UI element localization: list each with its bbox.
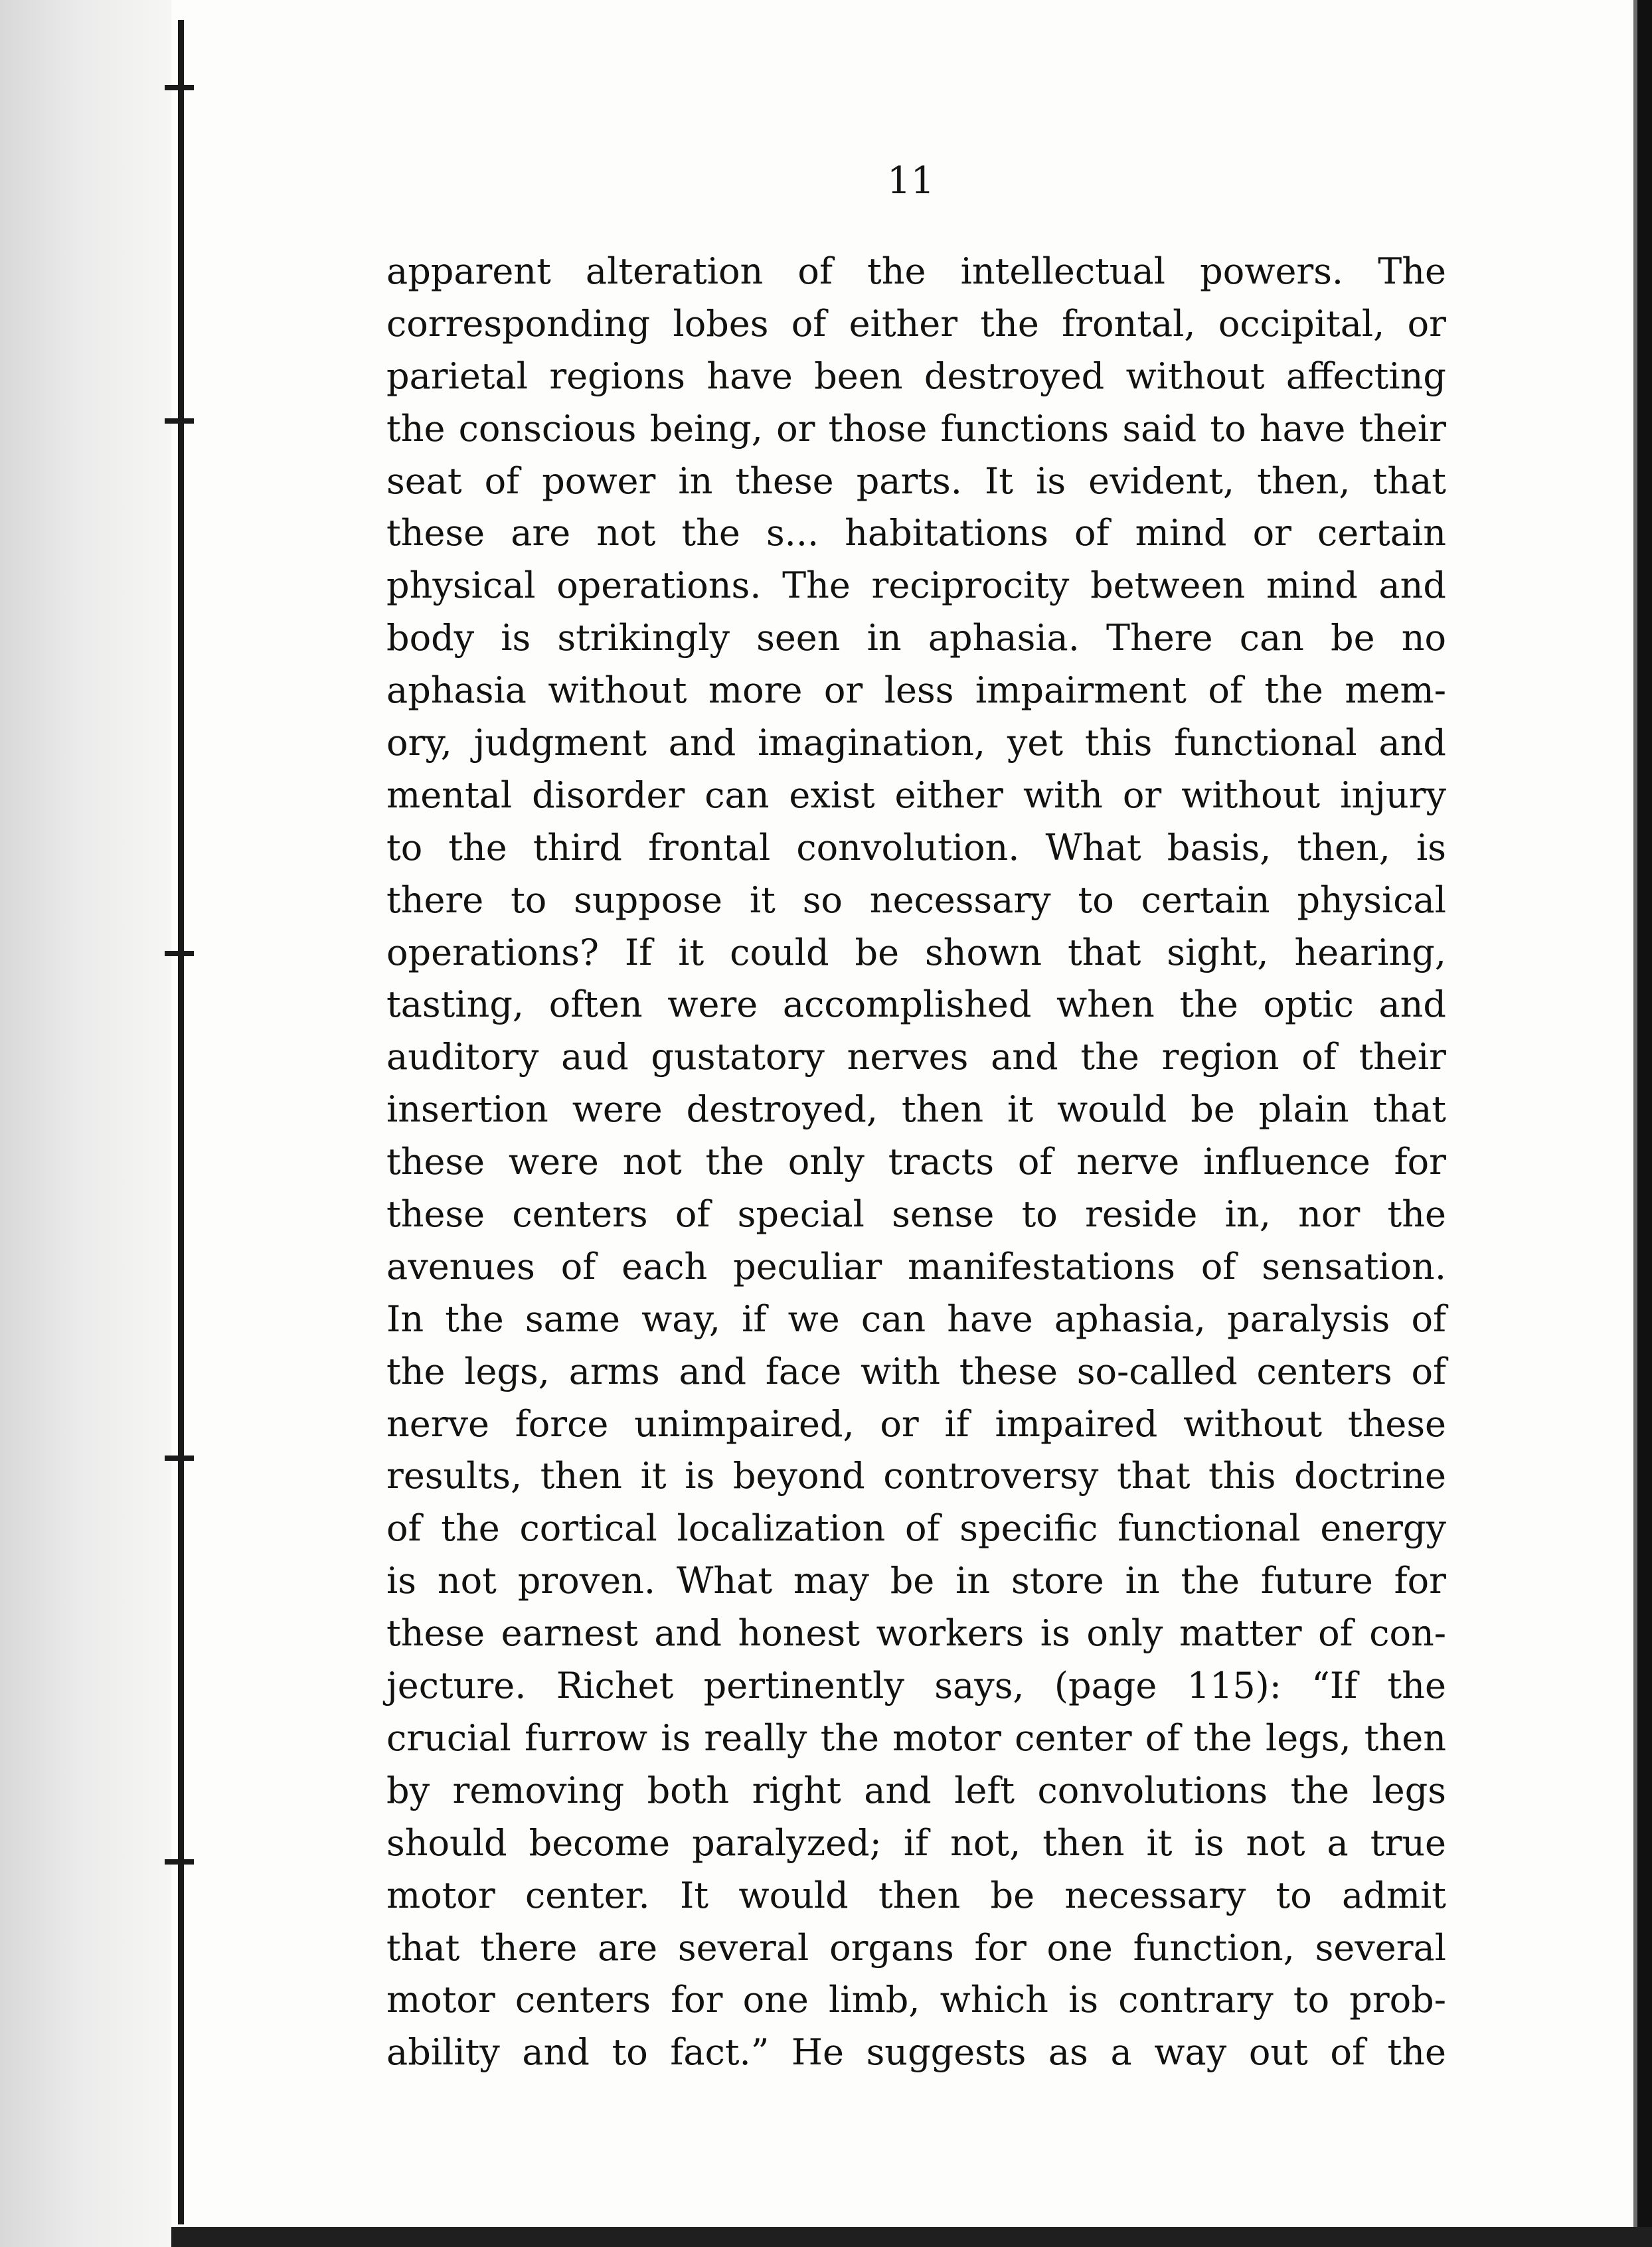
text-line: apparent alteration of the intellectual powers. The: [386, 250, 1446, 292]
text-line: operations? If it could be shown that sight, hearing,: [386, 931, 1446, 973]
text-line: the conscious being, or those functions said to have their: [386, 407, 1446, 450]
text-line: nerve force unimpaired, or if impaired without these: [386, 1402, 1446, 1445]
text-line: should become paralyzed; if not, then it is not a true: [386, 1821, 1446, 1864]
text-line: aphasia without more or less impairment of the mem-: [386, 669, 1446, 712]
text-line: motor centers for one limb, which is contrary to prob-: [386, 1979, 1446, 2021]
text-line: these are not the s... habitations of mind or certain: [386, 512, 1446, 554]
right-edge: [1637, 0, 1652, 2247]
text-line: these were not the only tracts of nerve influence for: [386, 1141, 1446, 1183]
text-line: tasting, often were accomplished when the optic and: [386, 983, 1446, 1026]
text-line: these earnest and honest workers is only matter of con-: [386, 1612, 1446, 1655]
text-line: results, then it is beyond controversy that this doctrine: [386, 1455, 1446, 1497]
text-line: is not proven. What may be in store in the future for: [386, 1560, 1446, 1602]
binding-stitch-mark: [165, 1456, 194, 1461]
text-line: avenues of each peculiar manifestations of sensation.: [386, 1245, 1446, 1288]
binding-stitch-mark: [165, 418, 194, 424]
page-number: 11: [887, 159, 935, 203]
text-line: to the third frontal convolution. What basis, then, is: [386, 826, 1446, 869]
text-line: corresponding lobes of either the frontal, occipital, or: [386, 302, 1446, 345]
text-line: by removing both right and left convolutions the legs: [386, 1769, 1446, 1811]
binding-stitch-mark: [165, 85, 194, 90]
text-line: motor center. It would then be necessary to admit: [386, 1874, 1446, 1916]
text-line: the legs, arms and face with these so-called centers of: [386, 1350, 1446, 1392]
text-line: physical operations. The reciprocity between mind and: [386, 564, 1446, 607]
text-line: jecture. Richet pertinently says, (page 115): “If the: [386, 1665, 1446, 1707]
text-line: insertion were destroyed, then it would be plain that: [386, 1088, 1446, 1131]
bottom-edge: [171, 2227, 1652, 2247]
binding-stitch-mark: [165, 1859, 194, 1865]
text-line: of the cortical localization of specific functional energy: [386, 1507, 1446, 1550]
text-line: body is strikingly seen in aphasia. There can be no: [386, 617, 1446, 659]
binding-stitch-mark: [165, 951, 194, 956]
text-line: that there are several organs for one function, several: [386, 1926, 1446, 1969]
text-line: auditory aud gustatory nerves and the region of their: [386, 1036, 1446, 1078]
text-line: parietal regions have been destroyed without affecting: [386, 355, 1446, 397]
text-line: there to suppose it so necessary to certain physical: [386, 878, 1446, 921]
text-line: these centers of special sense to reside in, nor the: [386, 1193, 1446, 1236]
binding-edge-line: [178, 20, 184, 2224]
binding-gutter: [0, 0, 171, 2247]
text-line: ability and to fact.” He suggests as a way out of the: [386, 2031, 1446, 2074]
body-text: [386, 246, 1446, 2079]
text-line: In the same way, if we can have aphasia, paralysis of: [386, 1297, 1446, 1340]
text-line: ory, judgment and imagination, yet this functional and: [386, 722, 1446, 764]
text-line: crucial furrow is really the motor center of the legs, then: [386, 1716, 1446, 1759]
text-line: mental disorder can exist either with or without injury: [386, 774, 1446, 816]
text-line: seat of power in these parts. It is evident, then, that: [386, 459, 1446, 502]
